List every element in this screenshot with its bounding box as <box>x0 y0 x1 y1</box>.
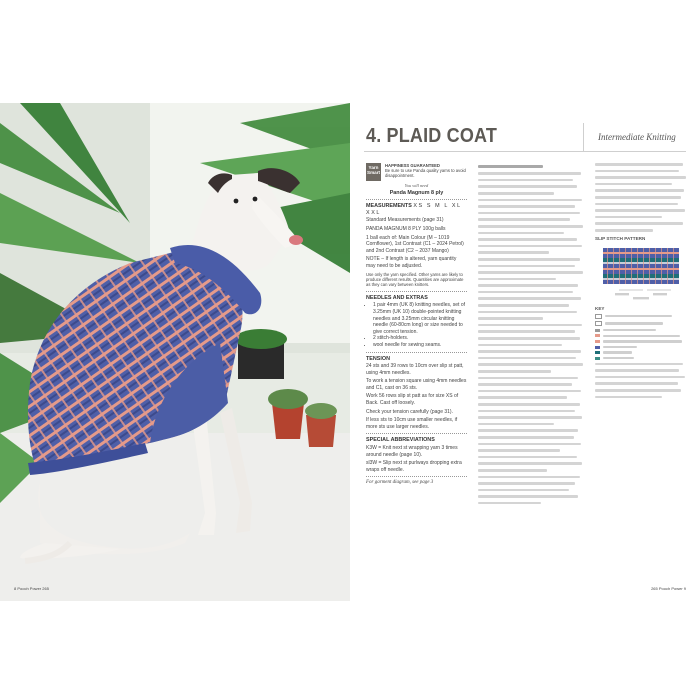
blurred-line <box>478 370 551 373</box>
abbreviation-line: K3W = Knit next st wrapping yarn 3 times around needle (page 10). <box>366 445 458 458</box>
blurred-line <box>478 429 578 432</box>
right-page-footer: 265 Pooch Power 9 <box>651 586 686 591</box>
blurred-line <box>478 383 572 386</box>
size-m: M <box>435 203 442 210</box>
blurred-line <box>478 396 567 399</box>
blurred-line <box>478 238 577 241</box>
key-row <box>595 357 691 360</box>
yarn-note-text: Be sure to use Panda quality yarns to avoid disappointment. <box>385 168 466 179</box>
measurements-heading-label: MEASUREMENTS <box>366 203 412 210</box>
slip-stitch-chart <box>595 244 687 302</box>
measurements-line: PANDA MAGNUM 8 PLY 100g balls <box>366 225 446 232</box>
blurred-line <box>478 212 580 215</box>
blurred-line <box>595 222 683 225</box>
chart-column <box>595 163 691 402</box>
tension-line: Work 56 rows slip st patt as for size XS of Back. Cast off loosely. <box>366 393 459 407</box>
list-item: • 2 stitch-holders. <box>373 335 467 342</box>
blurred-line <box>478 311 577 314</box>
blurred-line <box>478 403 580 406</box>
yarn-smart-box <box>366 163 467 181</box>
chart-column-stripe <box>613 248 614 284</box>
key-row <box>595 346 691 349</box>
potted-plant-left <box>235 329 287 379</box>
blurred-line <box>478 192 554 195</box>
blurred-line <box>478 324 582 327</box>
blurred-line <box>478 218 570 221</box>
blurred-line <box>595 170 679 173</box>
size-s: S <box>426 203 433 210</box>
blurred-line <box>478 476 580 479</box>
blurred-line <box>478 330 575 333</box>
blurred-line <box>478 232 564 235</box>
blurred-line <box>478 258 580 261</box>
garment-diagram-note: For garment diagram, see page 3 <box>366 480 434 486</box>
blurred-line <box>603 357 634 359</box>
blurred-line <box>478 304 569 307</box>
blurred-line <box>603 329 656 331</box>
chart-column-stripe <box>673 248 674 284</box>
blurred-line <box>478 317 543 320</box>
section-rule <box>366 352 467 353</box>
blurred-line <box>605 322 663 324</box>
size-l: L <box>444 203 449 210</box>
size-xl: XL <box>451 203 462 210</box>
blurred-line <box>478 251 549 254</box>
blurred-line <box>478 456 577 459</box>
you-will-need: You will need <box>404 183 429 188</box>
chart-column-stripe <box>661 248 662 284</box>
blurred-line <box>595 389 681 392</box>
blurred-line <box>478 265 575 268</box>
blurred-line <box>603 340 682 342</box>
chart-column-stripe <box>619 248 620 284</box>
blurred-line <box>478 284 578 287</box>
blurred-line <box>478 502 541 505</box>
chart-column-stripe <box>667 248 668 284</box>
page-title: 4. PLAID COAT <box>366 125 498 147</box>
blurred-line <box>595 376 685 379</box>
key-row <box>595 340 691 343</box>
blurred-line <box>478 377 578 380</box>
blurred-line <box>478 363 583 366</box>
yarn-note-heading: HAPPINESS GUARANTEED <box>385 163 440 168</box>
blurred-line <box>478 410 575 413</box>
blurred-line <box>478 245 582 248</box>
blurred-line <box>595 196 681 199</box>
chart-column-stripe <box>607 248 608 284</box>
blurred-line <box>478 350 581 353</box>
measurements-heading <box>366 203 467 216</box>
measurements-line: NOTE – If length is altered, yarn quantity may need to be adjusted. <box>366 256 457 269</box>
size-xs: XS <box>413 203 424 210</box>
blurred-line <box>478 357 576 360</box>
blurred-line <box>478 225 583 228</box>
blurred-line <box>595 209 685 212</box>
tension-line: Check your tension carefully (page 31). <box>366 408 453 415</box>
blurred-line <box>595 396 662 399</box>
blurred-line <box>603 335 680 337</box>
abbreviations-heading: SPECIAL ABBREVIATIONS <box>366 437 435 444</box>
size-xxl: XXL <box>366 209 381 216</box>
key-row <box>595 321 691 326</box>
key-row <box>595 334 691 337</box>
dog-photo <box>0 103 350 601</box>
blurred-line <box>478 205 575 208</box>
blurred-line <box>595 369 679 372</box>
blurred-line <box>605 315 672 317</box>
greyhound-in-plaid-coat-image <box>0 103 350 601</box>
blurred-line <box>478 436 574 439</box>
yarn-name: Panda Magnum 8 ply <box>389 189 444 196</box>
blurred-line <box>478 185 577 188</box>
blurred-line <box>595 203 678 206</box>
blurred-line <box>595 363 683 366</box>
blurred-line <box>478 291 573 294</box>
chart-column-stripe <box>625 248 626 284</box>
list-item: • 1 pair 4mm (UK 8) knitting needles, set of 3.25mm (UK 10) double-pointed knitting needles and 3.25mm circular knitting needle (60-80cm long) or size needed to give correct tension. <box>373 302 467 335</box>
blurred-line <box>478 172 581 175</box>
blurred-line <box>478 482 575 485</box>
header-divider <box>583 123 584 151</box>
chart-column-stripe <box>631 248 632 284</box>
tension-line: If less sts to 10cm use smaller needles, if more sts use larger needles. <box>366 417 458 430</box>
blurred-line <box>478 469 547 472</box>
key-swatch <box>595 340 600 343</box>
blurred-line <box>478 344 562 347</box>
blurred-line <box>595 189 684 192</box>
key-swatch <box>595 329 600 332</box>
blurred-line <box>595 176 686 179</box>
list-item: • wool needle for sewing seams. <box>373 342 467 349</box>
blurred-line <box>478 449 560 452</box>
blurred-line <box>603 346 637 348</box>
key-swatch <box>595 321 602 326</box>
key-swatch <box>595 351 600 354</box>
pattern-page <box>350 103 700 601</box>
key-title: KEY <box>595 305 605 311</box>
left-page-footer: 8 Pooch Power 265 <box>14 586 49 591</box>
abbreviation-line: sl3W = Slip next st purlways dropping extra wraps off needle. <box>366 460 462 473</box>
blurred-line <box>478 297 581 300</box>
blurred-line <box>478 199 582 202</box>
blurred-line <box>595 229 653 232</box>
key-swatch <box>595 357 600 360</box>
slip-stitch-chart-graphic <box>595 244 687 302</box>
yarn-smart-badge: Yarn Smart <box>366 163 381 181</box>
needles-list <box>366 302 467 348</box>
blurred-line <box>603 351 632 353</box>
blurred-line <box>478 489 569 492</box>
blurred-line <box>478 495 578 498</box>
blurred-line <box>478 179 573 182</box>
blurred-line <box>478 423 554 426</box>
chart-title: SLIP STITCH PATTERN <box>595 235 646 241</box>
blurred-line <box>478 271 583 274</box>
magazine-spread <box>0 103 700 601</box>
chart-column-stripe <box>649 248 650 284</box>
measurements-line: Standard Measurements (page 31) <box>366 217 444 224</box>
blurred-line <box>595 163 683 166</box>
tension-line: 24 sts and 39 rows to 10cm over slip st patt, using 4mm needles. <box>366 363 464 376</box>
key-swatch <box>595 314 602 319</box>
measurements-line: Use only the yarn specified. Other yarns are likely to produce different results. Quantities are approximate as they can vary between knitters. <box>366 271 464 288</box>
tension-line: To work a tension square using 4mm needles and C1, cast on 36 sts. <box>366 378 467 391</box>
tension-heading: TENSION <box>366 355 390 362</box>
key-row <box>595 314 691 319</box>
blurred-line <box>478 337 580 340</box>
materials-column <box>366 163 467 487</box>
section-rule <box>366 199 467 200</box>
blurred-line <box>478 390 581 393</box>
key-row <box>595 351 691 354</box>
measurements-line: 1 ball each of: Main Colour (M – 1019 Cornflower), 1st Contrast (C1 – 2024 Petrol) and 2nd Contrast (C2 – 2037 Mango) <box>366 234 464 254</box>
key-row <box>595 329 691 332</box>
blurred-line <box>478 443 581 446</box>
chart-column-stripe <box>643 248 644 284</box>
section-rule <box>366 291 467 292</box>
key-swatch <box>595 346 600 349</box>
key-swatch <box>595 334 600 337</box>
skill-level: Intermediate Knitting <box>598 132 676 142</box>
blurred-line <box>478 416 582 419</box>
blurred-line <box>595 183 672 186</box>
instructions-column-blurred <box>478 163 586 508</box>
yarn-note <box>385 163 467 179</box>
blurred-line <box>478 278 556 281</box>
section-rule <box>366 433 467 434</box>
header-rule <box>364 151 686 152</box>
blurred-line <box>595 216 662 219</box>
blurred-heading <box>478 165 543 168</box>
chart-column-stripe <box>637 248 638 284</box>
blurred-line <box>478 462 582 465</box>
section-rule <box>366 476 467 477</box>
blurred-line <box>595 382 678 385</box>
chart-column-stripe <box>655 248 656 284</box>
needles-heading: NEEDLES AND EXTRAS <box>366 294 428 301</box>
